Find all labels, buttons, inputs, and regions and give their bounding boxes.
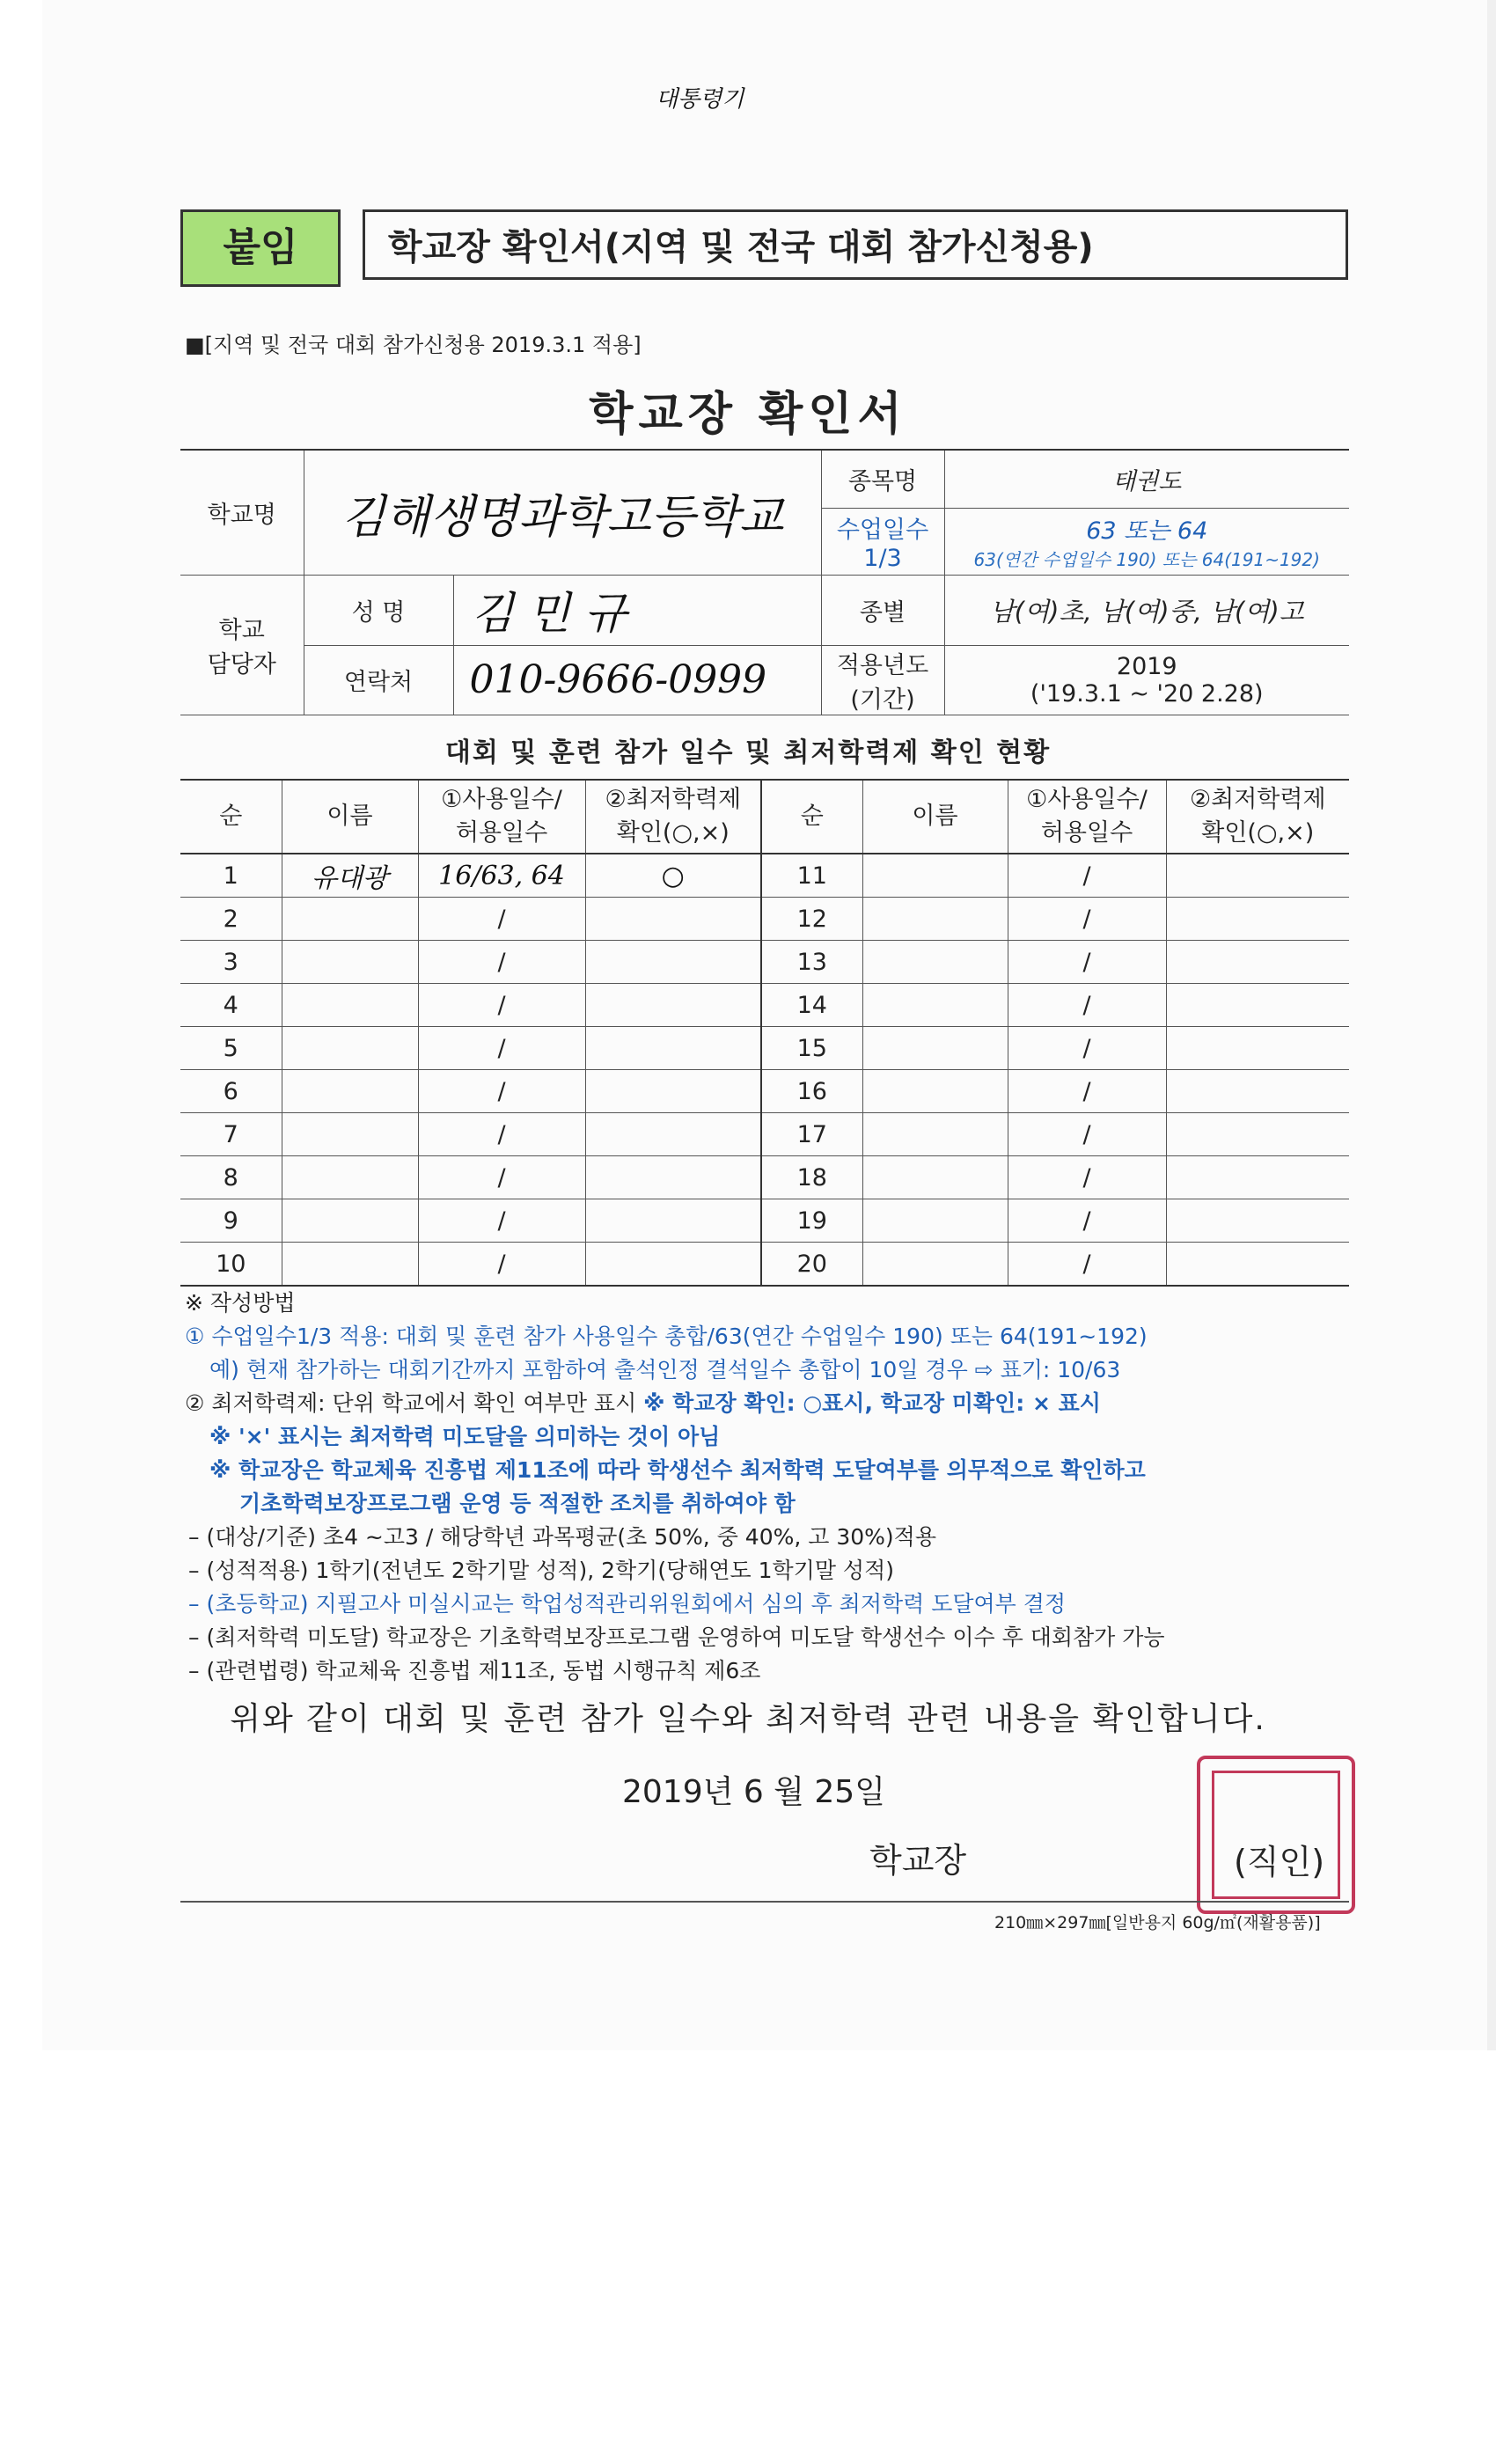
header-days-line2: 허용일수 [1040,819,1133,847]
attachment-tag: 붙임 [180,209,341,287]
row-days: / [1008,1156,1166,1199]
row-no: 16 [761,1070,862,1113]
row-no: 19 [761,1199,862,1243]
row-days: / [1008,941,1166,984]
row-name [862,1113,1008,1156]
row-name [862,854,1008,898]
row-no: 11 [761,854,862,898]
header-no: 순 [761,780,862,854]
sport-value: 태권도 [944,450,1349,508]
contact-label: 연락처 [304,645,453,715]
row-check [1166,1243,1349,1287]
instructions-heading: ※ 작성방법 [185,1290,296,1316]
table-row [180,1027,1349,1070]
table-header-row [180,780,1349,854]
instruction-example: 예) 현재 참가하는 대회기간까지 포함하여 출석인정 결석일수 총합이 10일 경우 ⇨ 표기: 10/63 [209,1357,1121,1382]
row-name: 유대광 [282,854,418,898]
row-days: / [418,1199,585,1243]
row-name [282,1156,418,1199]
year-value-line2: ('19.3.1 ~ '20 2.28) [1030,679,1264,708]
manager-label [180,575,304,715]
row-days: / [418,1243,585,1287]
row-check [1166,984,1349,1027]
row-days: / [418,1027,585,1070]
document-title: 학교장 확인서(지역 및 전국 대회 참가신청용) [363,209,1348,280]
name-label: 성 명 [304,575,453,645]
school-name-label: 학교명 [180,450,304,575]
row-no: 17 [761,1113,862,1156]
instruction-class-days: ① 수업일수1/3 적용: 대회 및 훈련 참가 사용일수 총합/63(연간 수업일수 190) 또는 64(191~192) [185,1324,1148,1349]
school-name-value: 김해생명과학고등학교 [304,450,821,575]
contact-value: 010-9666-0999 [453,645,821,715]
table-row [180,1156,1349,1199]
row-days: / [418,1113,585,1156]
seal-label: (직인) [1234,1843,1325,1881]
signature-date: 2019년 6 월 25일 [622,1774,885,1810]
instructions [185,1287,1364,1688]
detail-not-reached: – (최저학력 미도달) 학교장은 기초학력보장프로그램 운영하여 미도달 학생선수 이수 후 대회참가 가능 [188,1624,1165,1650]
participation-table [180,779,1349,1287]
instruction-principal-duty: ※ 학교장은 학교체육 진흥법 제11조에 따라 학생선수 최저학력 도달여부를 의무적으로 확인하고 [209,1457,1146,1483]
row-no: 10 [180,1243,282,1287]
row-no: 2 [180,898,282,941]
row-check [585,1156,761,1199]
row-name [862,1199,1008,1243]
header-no: 순 [180,780,282,854]
row-name [282,1027,418,1070]
row-name [282,1199,418,1243]
instruction-min-academic-text: ② 최저학력제: 단위 학교에서 확인 여부만 표시 [185,1390,637,1416]
header-check [1166,780,1349,854]
row-name [282,941,418,984]
row-no: 15 [761,1027,862,1070]
header-days [1008,780,1166,854]
detail-grades: – (성적적용) 1학기(전년도 2학기말 성적), 2학기(당해연도 1학기말 성적) [188,1558,894,1583]
row-days: / [418,1156,585,1199]
row-name [862,898,1008,941]
row-no: 8 [180,1156,282,1199]
header-check-line1: ②최저학력제 [605,786,742,813]
table-row [180,941,1349,984]
row-name [282,1113,418,1156]
instruction-principal-duty-cont: 기초학력보장프로그램 운영 등 적절한 조치를 취하여야 함 [239,1491,796,1516]
row-check [1166,898,1349,941]
row-name [862,1243,1008,1287]
header-name: 이름 [282,780,418,854]
row-check: ○ [585,854,761,898]
row-days: / [1008,1199,1166,1243]
row-check [1166,1199,1349,1243]
row-check [1166,1070,1349,1113]
confirmation-statement: 위와 같이 대회 및 훈련 참가 일수와 최저학력 관련 내용을 확인합니다. [230,1701,1266,1737]
application-note: ■[지역 및 전국 대회 참가신청용 2019.3.1 적용] [185,333,642,357]
section-title: 대회 및 훈련 참가 일수 및 최저학력제 확인 현황 [444,737,1052,768]
row-check [585,1243,761,1287]
page-title: 학교장 확인서 [589,388,907,441]
category-value: 남(여)초, 남(여)중, 남(여)고 [944,575,1349,645]
row-no: 6 [180,1070,282,1113]
row-name [862,1027,1008,1070]
table-row [180,1199,1349,1243]
year-label [821,645,944,715]
header-days-line2: 허용일수 [455,819,548,847]
row-check [1166,941,1349,984]
class-days-value-line2: 63(연간 수업일수 190) 또는 64(191~192) [973,549,1320,570]
info-table [180,449,1349,715]
row-check [1166,1113,1349,1156]
row-no: 18 [761,1156,862,1199]
row-days: / [1008,1070,1166,1113]
sport-label: 종목명 [821,450,944,508]
row-check [585,1113,761,1156]
table-row [180,1113,1349,1156]
header-check-line2: 확인(○,×) [616,819,730,847]
row-no: 7 [180,1113,282,1156]
row-no: 4 [180,984,282,1027]
row-check [585,1027,761,1070]
table-row [180,1070,1349,1113]
class-days-value-line1: 63 또는 64 [1086,517,1208,545]
header-days-line1: ①사용일수/ [1026,786,1148,813]
manager-label-line1: 학교 [218,616,265,644]
header-days [418,780,585,854]
row-days: / [1008,984,1166,1027]
row-days: / [418,984,585,1027]
row-days: / [1008,854,1166,898]
row-days: / [1008,1113,1166,1156]
paper-spec-footer: 210㎜×297㎜[일반용지 60g/㎡(재활용품)] [994,1913,1321,1932]
row-name [862,941,1008,984]
class-days-label-line1: 수업일수 [836,517,929,544]
row-days: / [1008,898,1166,941]
row-days: / [418,898,585,941]
detail-law: – (관련법령) 학교체육 진흥법 제11조, 동법 시행규칙 제6조 [188,1658,761,1683]
row-check [585,1199,761,1243]
row-no: 5 [180,1027,282,1070]
row-check [585,984,761,1027]
row-no: 1 [180,854,282,898]
row-no: 3 [180,941,282,984]
category-label: 종별 [821,575,944,645]
detail-elementary: – (초등학교) 지필고사 미실시교는 학업성적관리위원회에서 심의 후 최저학력 도달여부 결정 [188,1591,1067,1617]
row-no: 9 [180,1199,282,1243]
table-row [180,854,1349,898]
table-row [180,898,1349,941]
row-no: 13 [761,941,862,984]
row-check [1166,854,1349,898]
row-no: 14 [761,984,862,1027]
table-row [180,984,1349,1027]
header-check [585,780,761,854]
row-name [282,984,418,1027]
class-days-label-line2: 1/3 [863,545,902,572]
row-check [585,941,761,984]
header-check-line2: 확인(○,×) [1201,819,1315,847]
year-value-line1: 2019 [1116,652,1177,680]
row-name [862,1070,1008,1113]
name-value: 김 민 규 [453,575,821,645]
detail-target: – (대상/기준) 초4 ~고3 / 해당학년 과목평균(초 50%, 중 40%, 고 30%)적용 [188,1524,936,1550]
row-days: / [418,941,585,984]
row-check [1166,1156,1349,1199]
row-name [862,984,1008,1027]
row-name [282,1243,418,1287]
row-name [282,898,418,941]
instruction-mark-rule: ※ 학교장 확인: ○표시, 학교장 미확인: × 표시 [643,1390,1101,1416]
class-days-value [944,508,1349,575]
row-days: / [418,1070,585,1113]
header-days-line1: ①사용일수/ [441,786,562,813]
class-days-label [821,508,944,575]
scan-edge [1487,0,1496,2050]
year-value [944,645,1349,715]
year-label-line1: 적용년도 [836,651,929,679]
row-check [585,898,761,941]
row-days: / [1008,1243,1166,1287]
row-name [862,1156,1008,1199]
header-check-line1: ②최저학력제 [1189,786,1326,813]
year-label-line2: (기간) [850,686,915,714]
row-name [282,1070,418,1113]
row-days: 16/63, 64 [418,854,585,898]
row-check [585,1070,761,1113]
handwritten-note: 대통령기 [656,86,744,113]
manager-label-line2: 담당자 [207,650,276,678]
row-no: 12 [761,898,862,941]
table-row [180,1243,1349,1287]
instruction-x-mark: ※ '×' 표시는 최저학력 미도달을 의미하는 것이 아님 [209,1424,721,1449]
principal-label: 학교장 [869,1841,967,1880]
row-no: 20 [761,1243,862,1287]
header-name: 이름 [862,780,1008,854]
row-check [1166,1027,1349,1070]
bottom-divider [180,1901,1349,1903]
row-days: / [1008,1027,1166,1070]
instruction-min-academic [185,1387,1364,1420]
